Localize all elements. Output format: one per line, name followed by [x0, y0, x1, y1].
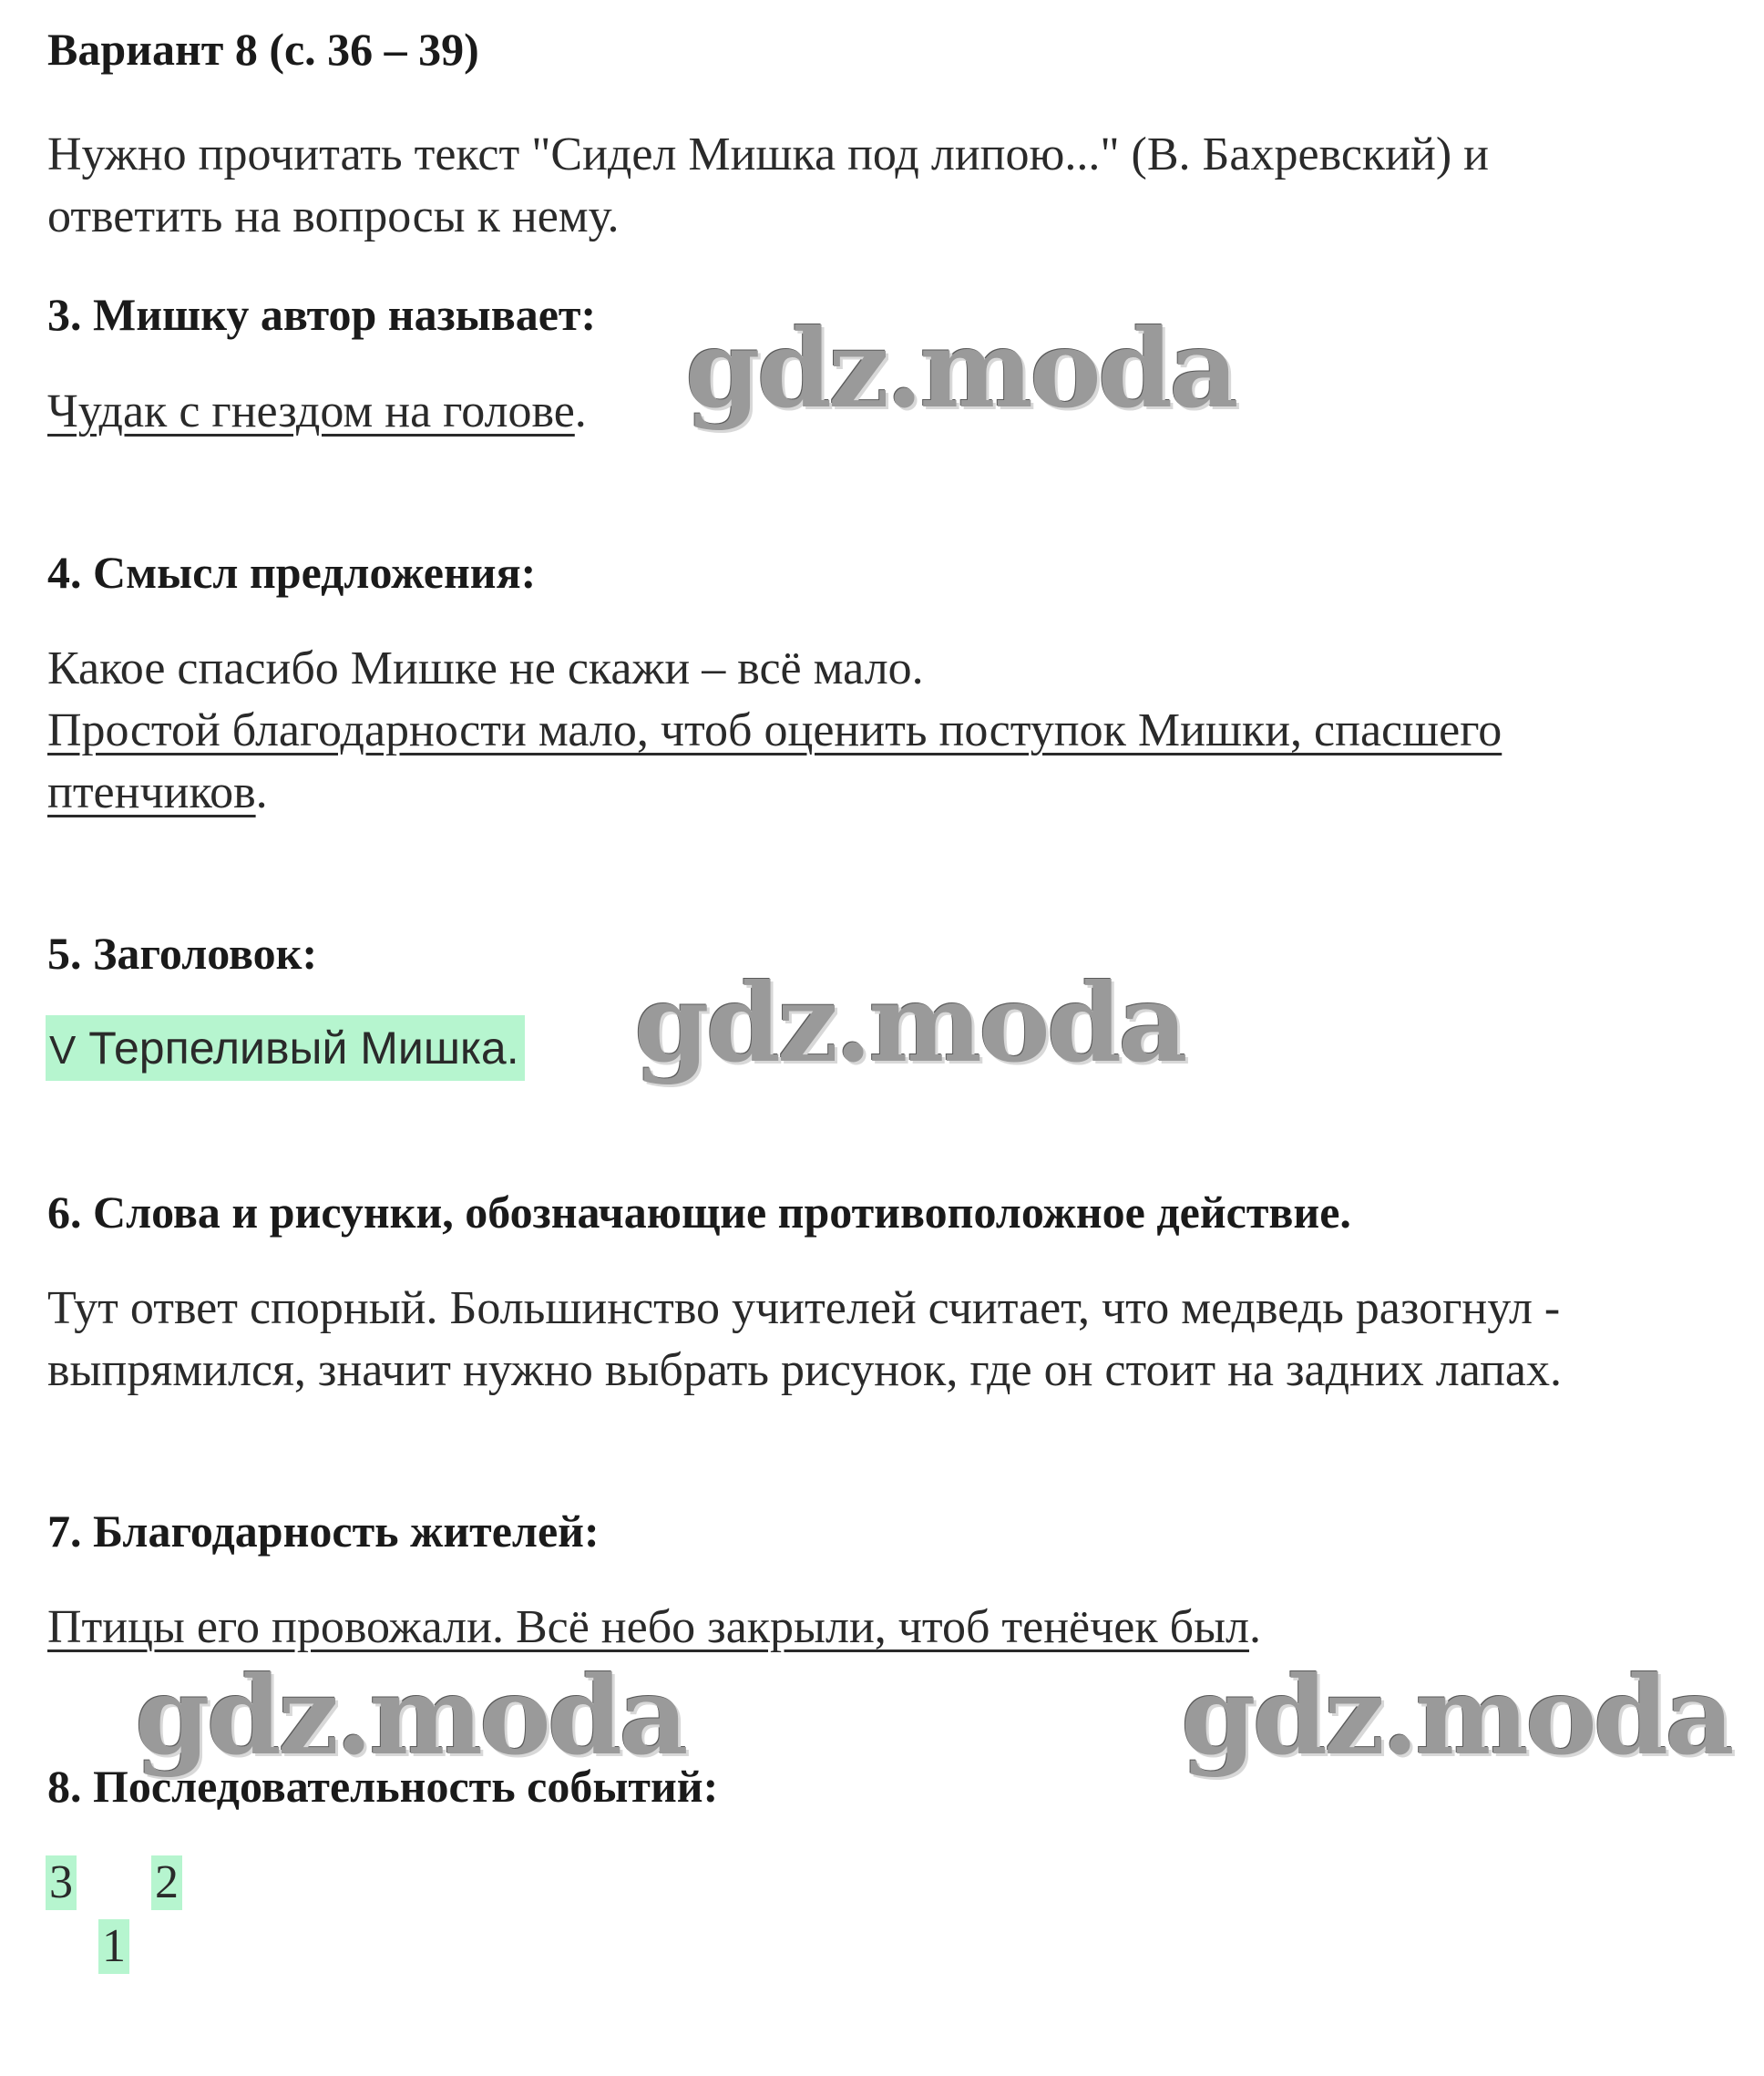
intro-line-1: Нужно прочитать текст "Сидел Мишка под липою..." (В. Бахревский) и	[47, 128, 1489, 180]
page-title: Вариант 8 (с. 36 – 39)	[47, 24, 479, 75]
q3-answer: Чудак с гнездом на голове	[47, 385, 575, 437]
watermark-4: gdz.moda	[1181, 1652, 1731, 1779]
sequence-number-3: 3	[46, 1855, 77, 1910]
watermark-3: gdz.moda	[135, 1652, 685, 1779]
intro-line-2: ответить на вопросы к нему.	[47, 190, 620, 242]
q5-answer: Терпеливый Мишка.	[88, 1023, 519, 1074]
q8-heading: 8. Последовательность событий:	[47, 1761, 719, 1812]
q3-answer-line	[47, 381, 587, 443]
q4-sentence: Какое спасибо Мишке не скажи – всё мало.	[47, 642, 924, 694]
q7-answer-line	[47, 1597, 1261, 1659]
q5-heading: 5. Заголовок:	[47, 928, 318, 979]
watermark-1: gdz.moda	[685, 305, 1236, 432]
q7-heading: 7. Благодарность жителей:	[47, 1506, 600, 1557]
watermark-2: gdz.moda	[634, 960, 1185, 1086]
sequence-number-2: 2	[151, 1855, 182, 1910]
q6-line-2: выпрямился, значит нужно выбрать рисунок, где он стоит на задних лапах.	[47, 1344, 1562, 1396]
q4-answer-line-2: птенчиков	[47, 766, 256, 818]
q5-answer-box	[46, 1015, 525, 1081]
q4-answer-line-1: Простой благодарности мало, чтоб оценить поступок Мишки, спасшего	[47, 704, 1502, 756]
q3-answer-end: .	[574, 385, 587, 437]
q6-heading: 6. Слова и рисунки, обозначающие противоположное действие.	[47, 1187, 1351, 1238]
q4-answer-line-2-wrap	[47, 762, 268, 824]
checkmark-icon: V	[49, 1028, 77, 1073]
q7-answer: Птицы его провожали. Всё небо закрыли, чтоб тенёчек был	[47, 1601, 1249, 1653]
sequence-number-1: 1	[98, 1919, 129, 1974]
q3-heading: 3. Мишку автор называет:	[47, 289, 597, 340]
q4-answer-end: .	[255, 766, 268, 818]
q6-line-1: Тут ответ спорный. Большинство учителей считает, что медведь разогнул -	[47, 1282, 1561, 1334]
q7-answer-end: .	[1248, 1601, 1261, 1653]
q4-heading: 4. Смысл предложения:	[47, 547, 537, 598]
